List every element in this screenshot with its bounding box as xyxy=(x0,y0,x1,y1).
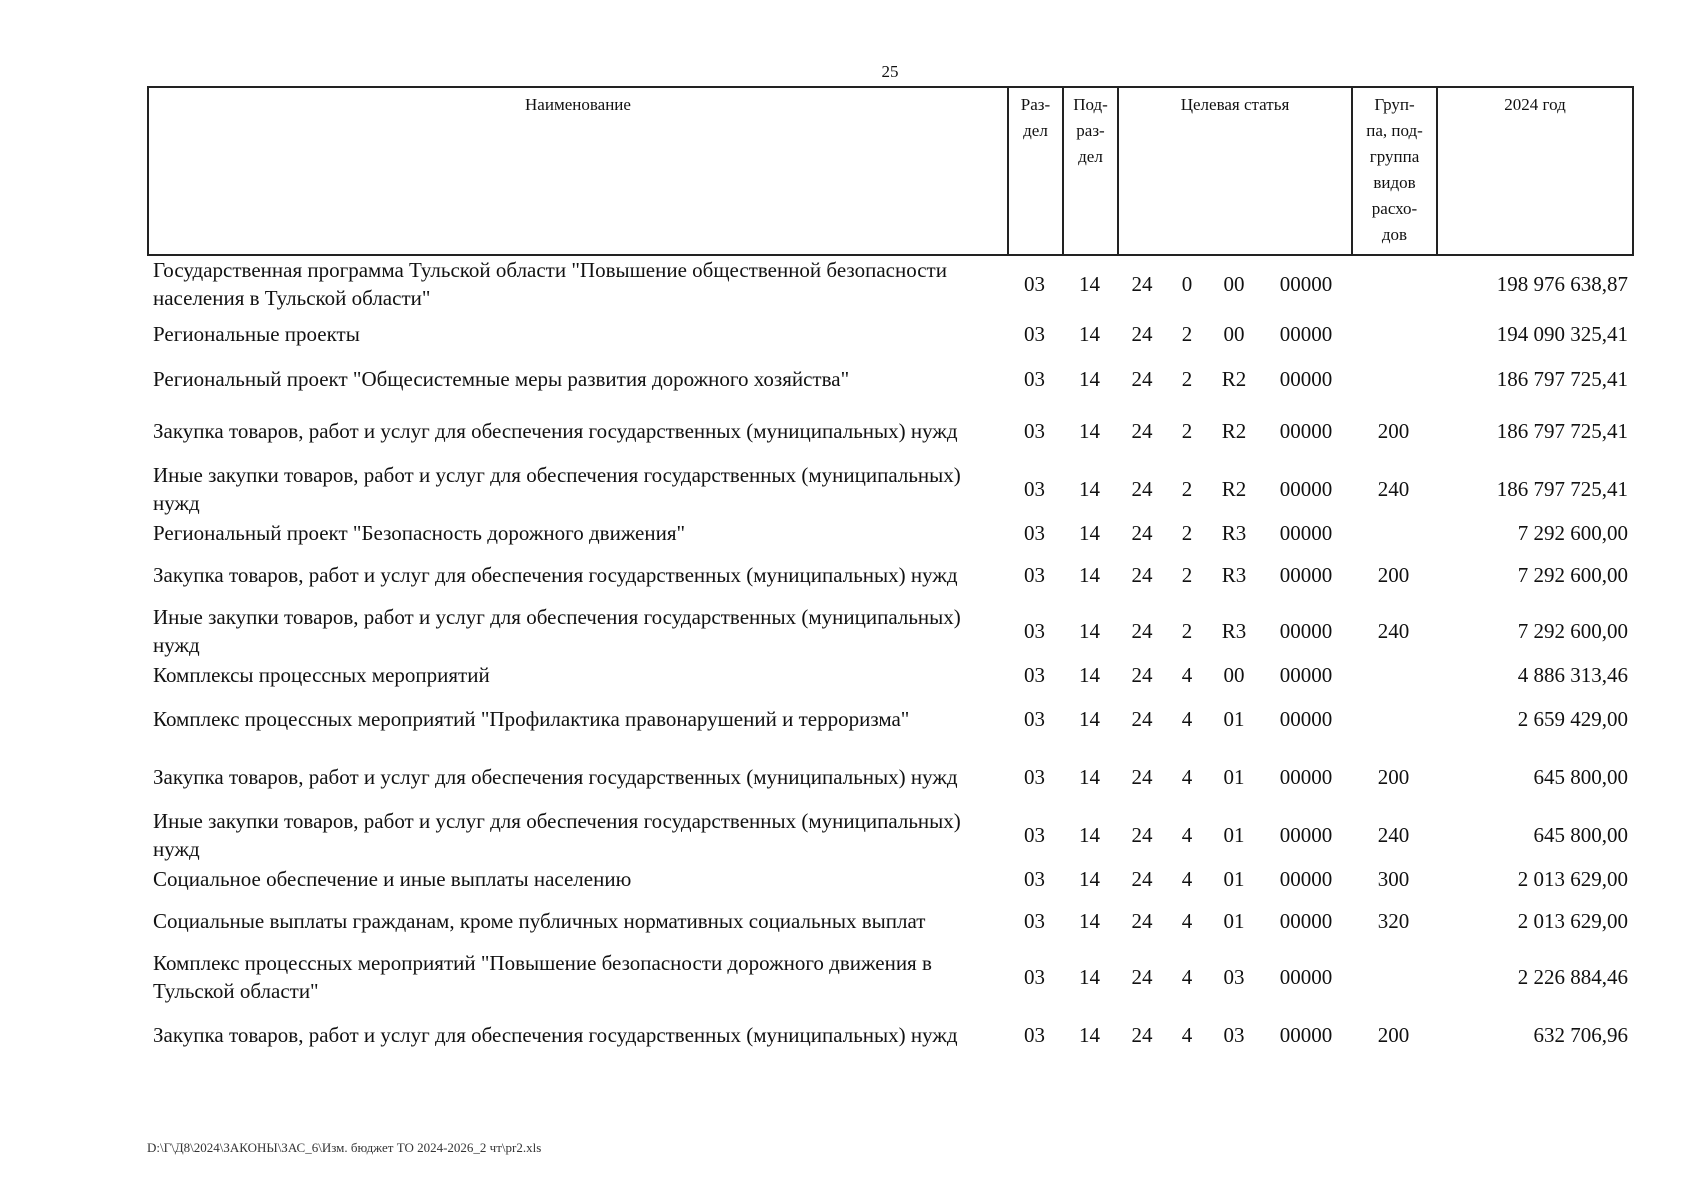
row-expense-group: 200 xyxy=(1377,563,1410,587)
row-name: Региональный проект "Безопасность дорожного движения" xyxy=(153,521,686,545)
row-name: Региональные проекты xyxy=(153,322,360,346)
column-header-name: Наименование xyxy=(148,87,1008,255)
row-podrazdel: 14 xyxy=(1079,272,1100,296)
row-expense-group: 240 xyxy=(1377,619,1410,643)
table-row xyxy=(147,402,1632,460)
row-target-code: 00000 xyxy=(1279,707,1333,731)
row-podrazdel: 14 xyxy=(1079,367,1100,391)
table-row xyxy=(147,356,1632,402)
row-target-type: 4 xyxy=(1181,823,1193,847)
table-row xyxy=(147,748,1632,806)
row-amount: 2 226 884,46 xyxy=(1517,965,1628,989)
row-target-type: 2 xyxy=(1181,322,1193,346)
row-amount: 645 800,00 xyxy=(1533,823,1628,847)
row-target-program: 24 xyxy=(1131,272,1153,296)
row-target-direction: 01 xyxy=(1223,909,1245,933)
row-expense-group: 300 xyxy=(1377,867,1410,891)
table-row xyxy=(147,602,1632,660)
row-target-code: 00000 xyxy=(1279,765,1333,789)
row-expense-group xyxy=(1351,312,1436,356)
row-name: Государственная программа Тульской области "Повышение общественной безопасности населения в Тульской области" xyxy=(153,258,947,310)
table-row xyxy=(147,806,1632,864)
row-amount: 2 013 629,00 xyxy=(1517,909,1628,933)
row-name: Комплекс процессных мероприятий "Повышение безопасности дорожного движения в Тульской области" xyxy=(153,951,932,1003)
row-target-direction: R2 xyxy=(1221,477,1247,501)
table-row xyxy=(147,894,1632,948)
row-expense-group xyxy=(1351,518,1436,548)
row-target-program: 24 xyxy=(1131,1023,1153,1047)
row-podrazdel: 14 xyxy=(1079,867,1100,891)
row-razdel: 03 xyxy=(1024,419,1045,443)
row-name: Закупка товаров, работ и услуг для обеспечения государственных (муниципальных) нужд xyxy=(153,1023,958,1047)
row-target-program: 24 xyxy=(1131,909,1153,933)
row-name: Иные закупки товаров, работ и услуг для обеспечения государственных (муниципальных) нужд xyxy=(153,463,961,515)
row-expense-group: 200 xyxy=(1377,419,1410,443)
row-amount: 7 292 600,00 xyxy=(1517,619,1628,643)
row-name: Комплексы процессных мероприятий xyxy=(153,663,490,687)
row-amount: 186 797 725,41 xyxy=(1496,477,1628,501)
row-name: Иные закупки товаров, работ и услуг для обеспечения государственных (муниципальных) нужд xyxy=(153,605,961,657)
row-target-type: 4 xyxy=(1181,707,1193,731)
row-name: Региональный проект "Общесистемные меры развития дорожного хозяйства" xyxy=(153,367,850,391)
row-target-code: 00000 xyxy=(1279,367,1333,391)
row-target-type: 0 xyxy=(1181,272,1193,296)
row-expense-group xyxy=(1351,660,1436,690)
row-name: Социальное обеспечение и иные выплаты населению xyxy=(153,867,632,891)
row-target-type: 4 xyxy=(1181,867,1193,891)
row-name: Социальные выплаты гражданам, кроме публичных нормативных социальных выплат xyxy=(153,909,926,933)
row-target-code: 00000 xyxy=(1279,419,1333,443)
table-row xyxy=(147,518,1632,548)
table-row xyxy=(147,460,1632,518)
row-podrazdel: 14 xyxy=(1079,823,1100,847)
row-target-code: 00000 xyxy=(1279,563,1333,587)
row-podrazdel: 14 xyxy=(1079,477,1100,501)
row-target-direction: 03 xyxy=(1223,965,1245,989)
row-expense-group: 320 xyxy=(1377,909,1410,933)
row-target-code: 00000 xyxy=(1279,867,1333,891)
row-target-direction: 00 xyxy=(1223,663,1245,687)
row-razdel: 03 xyxy=(1024,663,1045,687)
row-target-direction: 00 xyxy=(1223,272,1245,296)
row-podrazdel: 14 xyxy=(1079,563,1100,587)
table-header xyxy=(147,86,1634,256)
row-razdel: 03 xyxy=(1024,867,1045,891)
table-row xyxy=(147,864,1632,894)
row-target-program: 24 xyxy=(1131,477,1153,501)
row-target-direction: R3 xyxy=(1221,619,1247,643)
row-expense-group: 240 xyxy=(1377,477,1410,501)
row-expense-group: 200 xyxy=(1377,1023,1410,1047)
row-amount: 2 659 429,00 xyxy=(1517,707,1628,731)
row-target-type: 2 xyxy=(1181,521,1193,545)
row-target-direction: 03 xyxy=(1223,1023,1245,1047)
row-name: Закупка товаров, работ и услуг для обеспечения государственных (муниципальных) нужд xyxy=(153,563,958,587)
row-razdel: 03 xyxy=(1024,563,1045,587)
row-name: Закупка товаров, работ и услуг для обеспечения государственных (муниципальных) нужд xyxy=(153,765,958,789)
row-podrazdel: 14 xyxy=(1079,619,1100,643)
row-razdel: 03 xyxy=(1024,909,1045,933)
row-razdel: 03 xyxy=(1024,521,1045,545)
row-target-type: 4 xyxy=(1181,909,1193,933)
row-razdel: 03 xyxy=(1024,1023,1045,1047)
row-razdel: 03 xyxy=(1024,707,1045,731)
row-expense-group: 240 xyxy=(1377,823,1410,847)
row-target-program: 24 xyxy=(1131,965,1153,989)
row-amount: 186 797 725,41 xyxy=(1496,419,1628,443)
page-number: 25 xyxy=(881,62,899,81)
row-target-program: 24 xyxy=(1131,765,1153,789)
row-razdel: 03 xyxy=(1024,322,1045,346)
row-target-type: 2 xyxy=(1181,563,1193,587)
row-name: Иные закупки товаров, работ и услуг для обеспечения государственных (муниципальных) нужд xyxy=(153,809,961,861)
row-podrazdel: 14 xyxy=(1079,419,1100,443)
row-target-type: 4 xyxy=(1181,1023,1193,1047)
row-target-code: 00000 xyxy=(1279,1023,1333,1047)
row-target-type: 2 xyxy=(1181,367,1193,391)
row-target-direction: 01 xyxy=(1223,867,1245,891)
row-podrazdel: 14 xyxy=(1079,663,1100,687)
column-header-razdel: Раз- дел xyxy=(1008,87,1063,255)
row-podrazdel: 14 xyxy=(1079,322,1100,346)
row-amount: 4 886 313,46 xyxy=(1517,663,1628,687)
column-header-year: 2024 год xyxy=(1437,87,1633,255)
row-razdel: 03 xyxy=(1024,272,1045,296)
row-name: Комплекс процессных мероприятий "Профилактика правонарушений и терроризма" xyxy=(153,707,910,731)
row-expense-group xyxy=(1351,948,1436,1006)
row-target-program: 24 xyxy=(1131,322,1153,346)
row-amount: 7 292 600,00 xyxy=(1517,521,1628,545)
row-target-code: 00000 xyxy=(1279,619,1333,643)
row-amount: 194 090 325,41 xyxy=(1496,322,1628,346)
row-expense-group xyxy=(1351,356,1436,402)
row-razdel: 03 xyxy=(1024,367,1045,391)
row-amount: 2 013 629,00 xyxy=(1517,867,1628,891)
row-target-direction: 01 xyxy=(1223,823,1245,847)
row-target-program: 24 xyxy=(1131,619,1153,643)
row-podrazdel: 14 xyxy=(1079,965,1100,989)
row-podrazdel: 14 xyxy=(1079,521,1100,545)
row-expense-group xyxy=(1351,256,1436,312)
row-target-program: 24 xyxy=(1131,367,1153,391)
row-target-direction: R2 xyxy=(1221,367,1247,391)
row-expense-group: 200 xyxy=(1377,765,1410,789)
row-target-direction: 00 xyxy=(1223,322,1245,346)
row-target-direction: R3 xyxy=(1221,521,1247,545)
row-target-direction: 01 xyxy=(1223,707,1245,731)
row-target-code: 00000 xyxy=(1279,521,1333,545)
row-podrazdel: 14 xyxy=(1079,909,1100,933)
file-path-footer: D:\Г\Д8\2024\ЗАКОНЫ\ЗАС_6\Изм. бюджет ТО 2024-2026_2 чт\pr2.xls xyxy=(147,1140,542,1155)
table-row xyxy=(147,256,1632,312)
table-row xyxy=(147,312,1632,356)
row-name: Закупка товаров, работ и услуг для обеспечения государственных (муниципальных) нужд xyxy=(153,419,958,443)
row-target-code: 00000 xyxy=(1279,663,1333,687)
row-target-type: 4 xyxy=(1181,965,1193,989)
row-target-type: 4 xyxy=(1181,663,1193,687)
row-target-direction: 01 xyxy=(1223,765,1245,789)
row-target-program: 24 xyxy=(1131,521,1153,545)
row-target-direction: R3 xyxy=(1221,563,1247,587)
row-target-code: 00000 xyxy=(1279,823,1333,847)
row-target-program: 24 xyxy=(1131,419,1153,443)
row-target-code: 00000 xyxy=(1279,477,1333,501)
row-target-direction: R2 xyxy=(1221,419,1247,443)
row-amount: 645 800,00 xyxy=(1533,765,1628,789)
row-podrazdel: 14 xyxy=(1079,765,1100,789)
column-header-target: Целевая статья xyxy=(1118,87,1352,255)
table-row xyxy=(147,948,1632,1006)
table-row xyxy=(147,660,1632,690)
row-target-type: 2 xyxy=(1181,619,1193,643)
row-target-type: 4 xyxy=(1181,765,1193,789)
row-target-type: 2 xyxy=(1181,477,1193,501)
row-razdel: 03 xyxy=(1024,619,1045,643)
row-amount: 632 706,96 xyxy=(1533,1023,1628,1047)
table-row xyxy=(147,548,1632,602)
row-razdel: 03 xyxy=(1024,965,1045,989)
row-target-program: 24 xyxy=(1131,823,1153,847)
row-target-type: 2 xyxy=(1181,419,1193,443)
row-podrazdel: 14 xyxy=(1079,707,1100,731)
budget-table xyxy=(147,256,1632,1064)
row-expense-group xyxy=(1351,690,1436,748)
row-amount: 198 976 638,87 xyxy=(1496,272,1628,296)
row-target-program: 24 xyxy=(1131,707,1153,731)
row-target-code: 00000 xyxy=(1279,909,1333,933)
column-header-group: Груп- па, под- группа видов расхо- дов xyxy=(1352,87,1437,255)
row-podrazdel: 14 xyxy=(1079,1023,1100,1047)
row-target-code: 00000 xyxy=(1279,272,1333,296)
table-row xyxy=(147,1006,1632,1064)
row-amount: 7 292 600,00 xyxy=(1517,563,1628,587)
row-amount: 186 797 725,41 xyxy=(1496,367,1628,391)
row-razdel: 03 xyxy=(1024,765,1045,789)
row-razdel: 03 xyxy=(1024,823,1045,847)
row-target-program: 24 xyxy=(1131,563,1153,587)
table-row xyxy=(147,690,1632,748)
column-header-podrazdel: Под- раз- дел xyxy=(1063,87,1118,255)
row-target-program: 24 xyxy=(1131,663,1153,687)
row-target-code: 00000 xyxy=(1279,965,1333,989)
row-target-program: 24 xyxy=(1131,867,1153,891)
row-target-code: 00000 xyxy=(1279,322,1333,346)
row-razdel: 03 xyxy=(1024,477,1045,501)
